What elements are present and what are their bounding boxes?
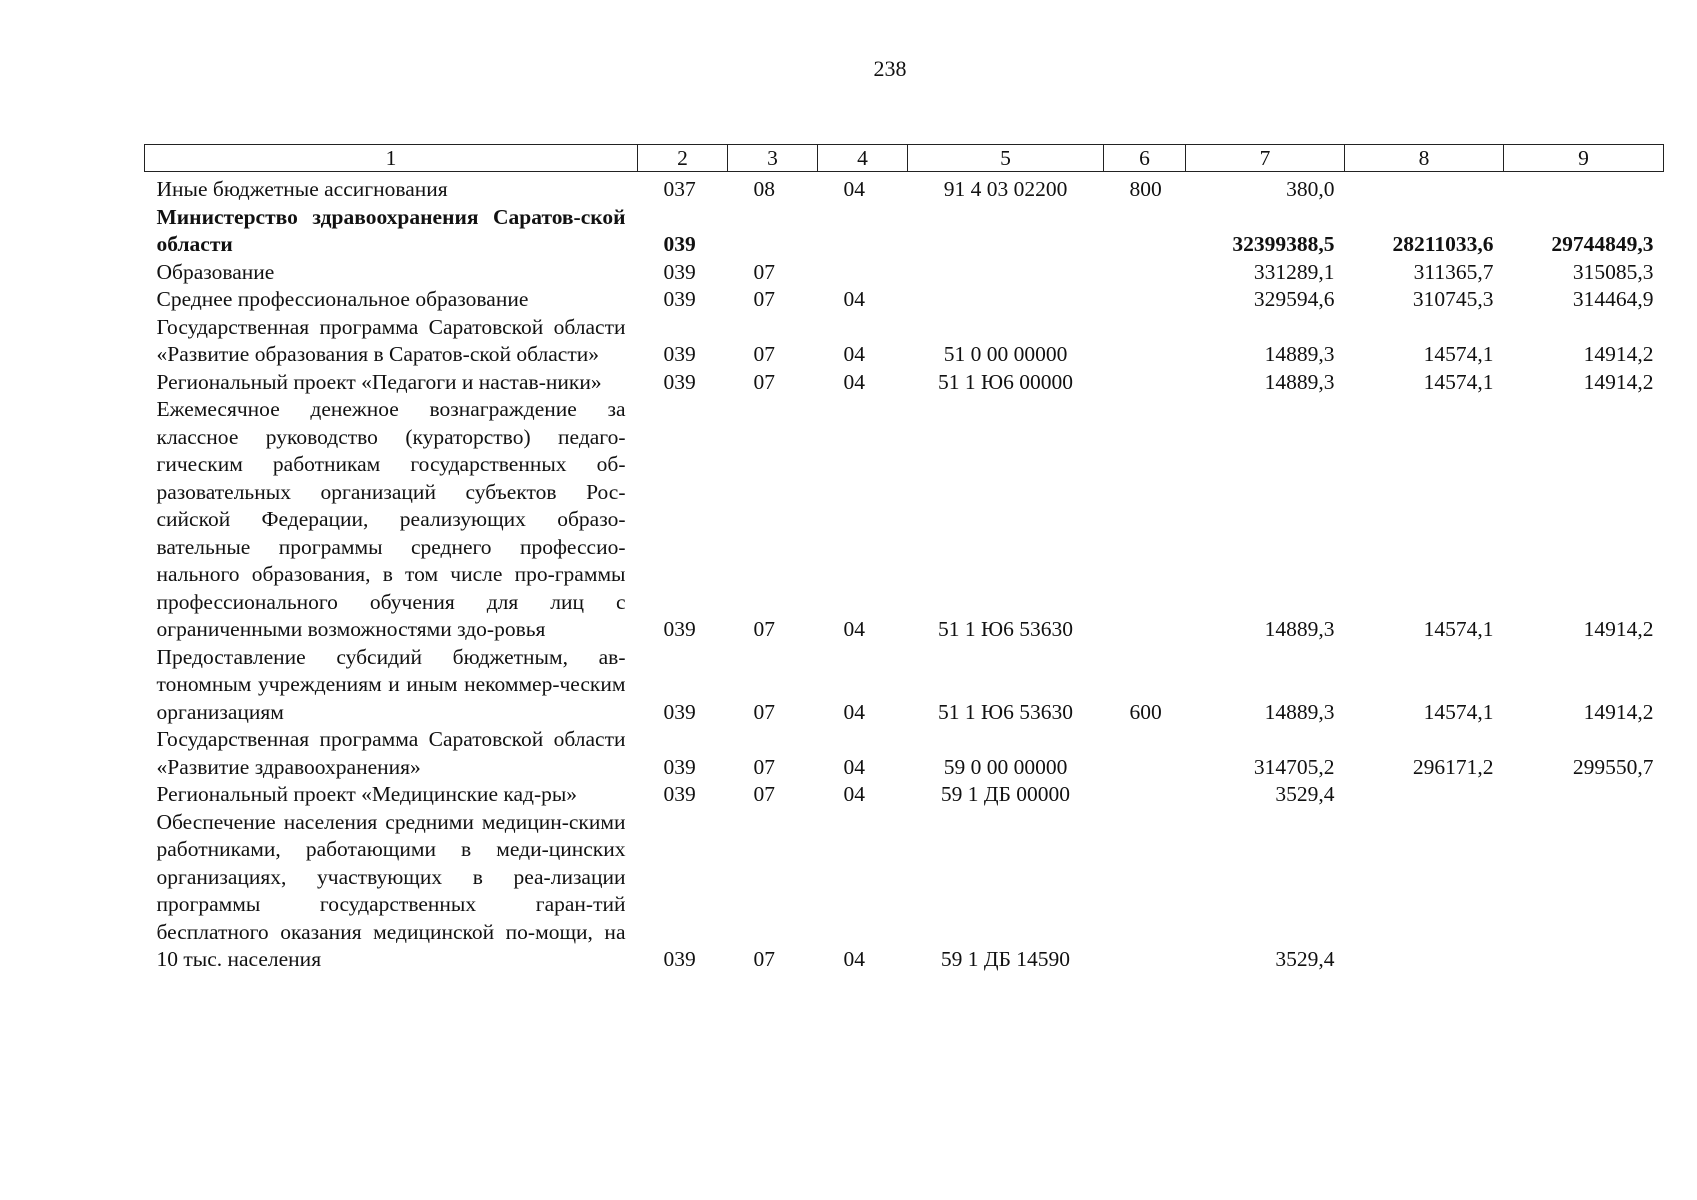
cell-ministry-code: 039 bbox=[663, 699, 696, 724]
cell-ministry-code: 039 bbox=[663, 259, 696, 284]
cell-subsection: 04 bbox=[843, 369, 865, 394]
cell-name: Образование bbox=[156, 259, 275, 284]
table-row bbox=[145, 259, 1664, 287]
table-row bbox=[145, 809, 1664, 974]
cell-expense-type bbox=[1104, 259, 1186, 287]
cell-subsection: 04 bbox=[843, 782, 865, 806]
cell-ministry-code: 039 bbox=[663, 369, 696, 394]
page-number: 238 bbox=[873, 56, 907, 81]
header-col-5: 5 bbox=[908, 145, 1104, 172]
cell-name: Государственная программа Саратовской области «Развитие здравоохранения» bbox=[156, 727, 626, 779]
cell-amount-year-3: 29744849,3 bbox=[1551, 232, 1654, 256]
cell-target-article: 51 1 Ю6 00000 bbox=[938, 369, 1073, 394]
cell-subsection bbox=[818, 259, 908, 287]
cell-amount-year-1: 14889,3 bbox=[1264, 617, 1335, 641]
cell-amount-year-1: 3529,4 bbox=[1275, 782, 1335, 806]
cell-expense-type bbox=[1104, 726, 1186, 781]
cell-ministry-code: 039 bbox=[663, 947, 696, 971]
header-col-4: 4 bbox=[818, 145, 908, 172]
cell-amount-year-1: 32399388,5 bbox=[1232, 232, 1335, 256]
cell-amount-year-2 bbox=[1345, 809, 1504, 974]
cell-amount-year-3 bbox=[1504, 781, 1664, 809]
cell-amount-year-2: 14574,1 bbox=[1423, 369, 1494, 394]
cell-ministry-code: 039 bbox=[663, 287, 696, 311]
table-body bbox=[145, 172, 1664, 974]
cell-target-article: 51 0 00 00000 bbox=[943, 342, 1068, 366]
cell-name: Региональный проект «Педагоги и настав-ники» bbox=[156, 369, 602, 394]
cell-target-article: 59 0 00 00000 bbox=[943, 754, 1068, 779]
cell-ministry-code: 039 bbox=[663, 342, 696, 366]
cell-target-article: 51 1 Ю6 53630 bbox=[938, 617, 1073, 641]
table-row bbox=[145, 644, 1664, 727]
cell-amount-year-1: 314705,2 bbox=[1253, 754, 1335, 779]
table-header bbox=[145, 145, 1664, 172]
cell-target-article: 59 1 ДБ 00000 bbox=[940, 782, 1071, 806]
cell-amount-year-2: 14574,1 bbox=[1423, 699, 1494, 724]
cell-section: 07 bbox=[753, 754, 775, 779]
cell-expense-type bbox=[1104, 204, 1186, 259]
cell-target-article bbox=[908, 259, 1104, 287]
table-row bbox=[145, 396, 1664, 644]
cell-amount-year-1: 329594,6 bbox=[1253, 287, 1335, 311]
header-col-2: 2 bbox=[638, 145, 728, 172]
cell-target-article: 51 1 Ю6 53630 bbox=[938, 699, 1073, 724]
cell-section: 07 bbox=[753, 947, 775, 971]
cell-name: Ежемесячное денежное вознаграждение за классное руководство (кураторство) педаго-гическим работникам государственных об-разовательных организаций субъектов Рос-сийской Федерации, реализующих образо-вательные программы среднего профессио-нального образования, в том числе про-граммы профессионального обучения для лиц с ограниченными возможностями здо-ровья bbox=[156, 397, 626, 641]
cell-amount-year-3: 315085,3 bbox=[1572, 259, 1654, 284]
cell-ministry-code: 037 bbox=[663, 177, 696, 201]
cell-amount-year-3: 14914,2 bbox=[1583, 342, 1654, 366]
cell-name: Среднее профессиональное образование bbox=[156, 287, 529, 311]
cell-amount-year-1: 331289,1 bbox=[1253, 259, 1335, 284]
budget-table bbox=[144, 144, 1664, 974]
cell-expense-type bbox=[1104, 314, 1186, 369]
cell-target-article bbox=[908, 204, 1104, 259]
cell-name: Министерство здравоохранения Саратов-ской области bbox=[156, 204, 626, 256]
cell-amount-year-1: 14889,3 bbox=[1264, 369, 1335, 394]
cell-amount-year-1: 3529,4 bbox=[1275, 947, 1335, 971]
cell-section: 07 bbox=[753, 259, 775, 284]
table-row bbox=[145, 726, 1664, 781]
cell-amount-year-2 bbox=[1345, 781, 1504, 809]
cell-subsection bbox=[818, 204, 908, 259]
cell-subsection: 04 bbox=[843, 342, 865, 366]
cell-amount-year-1: 380,0 bbox=[1286, 177, 1335, 201]
cell-subsection: 04 bbox=[843, 177, 865, 201]
table-row bbox=[145, 314, 1664, 369]
cell-amount-year-2: 28211033,6 bbox=[1392, 232, 1494, 256]
cell-amount-year-1: 14889,3 bbox=[1264, 699, 1335, 724]
table-row bbox=[145, 172, 1664, 204]
cell-ministry-code: 039 bbox=[663, 782, 696, 806]
cell-amount-year-3: 314464,9 bbox=[1572, 287, 1654, 311]
header-col-9: 9 bbox=[1504, 145, 1664, 172]
cell-amount-year-3 bbox=[1504, 809, 1664, 974]
cell-subsection: 04 bbox=[843, 754, 865, 779]
cell-expense-type: 600 bbox=[1129, 699, 1162, 724]
cell-amount-year-3 bbox=[1504, 172, 1664, 204]
cell-subsection: 04 bbox=[843, 617, 865, 641]
cell-ministry-code: 039 bbox=[663, 617, 696, 641]
header-col-1: 1 bbox=[145, 145, 638, 172]
cell-ministry-code: 039 bbox=[663, 754, 696, 779]
cell-section: 07 bbox=[753, 782, 775, 806]
cell-target-article: 91 4 03 02200 bbox=[943, 177, 1068, 201]
cell-amount-year-3: 299550,7 bbox=[1572, 754, 1654, 779]
cell-amount-year-2: 296171,2 bbox=[1412, 754, 1494, 779]
cell-expense-type bbox=[1104, 809, 1186, 974]
cell-subsection: 04 bbox=[843, 699, 865, 724]
cell-section: 07 bbox=[753, 369, 775, 394]
cell-name: Обеспечение населения средними медицин-скими работниками, работающими в меди-цинских организациях, участвующих в реа-лизации программы государственных гаран-тий бесплатного оказания медицинской по-мощи, на 10 тыс. населения bbox=[156, 809, 626, 971]
cell-name: Государственная программа Саратовской области «Развитие образования в Саратов-ской области» bbox=[156, 314, 626, 366]
header-col-8: 8 bbox=[1345, 145, 1504, 172]
cell-ministry-code: 039 bbox=[663, 232, 696, 256]
cell-subsection: 04 bbox=[843, 287, 865, 311]
header-col-3: 3 bbox=[728, 145, 818, 172]
cell-expense-type bbox=[1104, 396, 1186, 644]
cell-amount-year-2: 310745,3 bbox=[1412, 287, 1494, 311]
cell-amount-year-2 bbox=[1345, 172, 1504, 204]
cell-subsection: 04 bbox=[843, 947, 865, 971]
cell-section: 07 bbox=[753, 617, 775, 641]
cell-expense-type bbox=[1104, 369, 1186, 397]
cell-name: Региональный проект «Медицинские кад-ры» bbox=[156, 782, 578, 806]
cell-target-article: 59 1 ДБ 14590 bbox=[940, 947, 1071, 971]
cell-expense-type: 800 bbox=[1129, 177, 1162, 201]
header-col-7: 7 bbox=[1186, 145, 1345, 172]
cell-expense-type bbox=[1104, 286, 1186, 314]
header-row bbox=[145, 145, 1664, 172]
cell-target-article bbox=[908, 286, 1104, 314]
header-col-6: 6 bbox=[1104, 145, 1186, 172]
cell-amount-year-3: 14914,2 bbox=[1583, 699, 1654, 724]
cell-section: 08 bbox=[753, 177, 775, 201]
cell-amount-year-3: 14914,2 bbox=[1583, 617, 1654, 641]
cell-expense-type bbox=[1104, 781, 1186, 809]
table-row bbox=[145, 204, 1664, 259]
table-row bbox=[145, 286, 1664, 314]
cell-amount-year-1: 14889,3 bbox=[1264, 342, 1335, 366]
table-row bbox=[145, 369, 1664, 397]
cell-name: Иные бюджетные ассигнования bbox=[156, 177, 448, 201]
cell-amount-year-2: 14574,1 bbox=[1423, 617, 1494, 641]
cell-section bbox=[728, 204, 818, 259]
cell-section: 07 bbox=[753, 699, 775, 724]
cell-section: 07 bbox=[753, 342, 775, 366]
cell-amount-year-2: 311365,7 bbox=[1413, 259, 1494, 284]
table-row bbox=[145, 781, 1664, 809]
cell-name: Предоставление субсидий бюджетным, ав-тономным учреждениям и иным некоммер-ческим организациям bbox=[156, 644, 626, 724]
cell-amount-year-3: 14914,2 bbox=[1583, 369, 1654, 394]
cell-section: 07 bbox=[753, 287, 775, 311]
cell-amount-year-2: 14574,1 bbox=[1423, 342, 1494, 366]
